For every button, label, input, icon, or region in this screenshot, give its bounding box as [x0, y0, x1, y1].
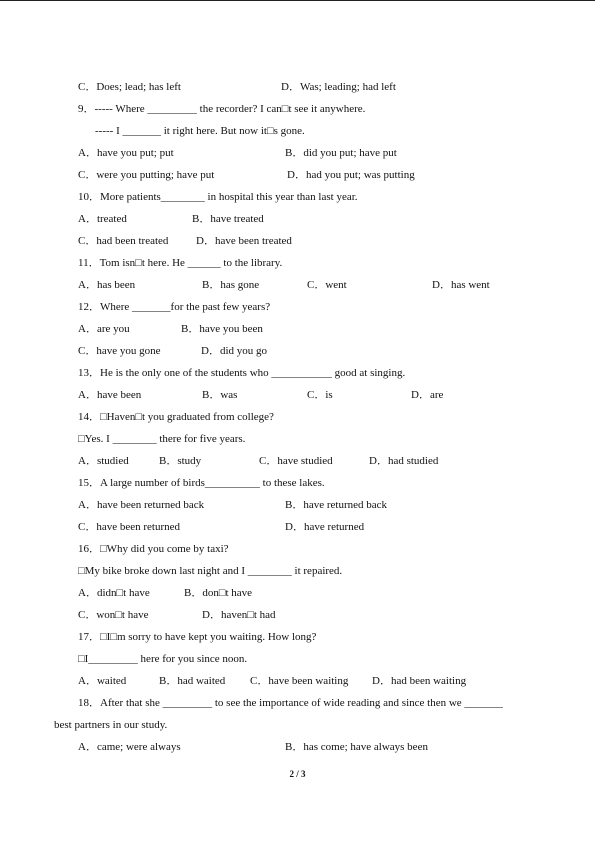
option-c: C．went — [307, 279, 347, 291]
option-b: B．did you put; have put — [285, 147, 397, 159]
option-c: C．have studied — [259, 455, 333, 467]
option-a: A．are you — [78, 323, 130, 335]
question-14: 14．□Haven□t you graduated from college? — [78, 411, 274, 423]
option-b: B．had waited — [159, 675, 226, 687]
option-d: D．have returned — [285, 521, 365, 533]
question-10: 10．More patients________ in hospital this year than last year. — [78, 191, 358, 203]
option-d: D．had studied — [369, 455, 439, 467]
question-14-reply: □Yes. I ________ there for five years. — [78, 433, 246, 445]
option-a: A．has been — [78, 279, 136, 291]
option-a: A．came; were always — [78, 741, 181, 753]
option-c: C．were you putting; have put — [78, 169, 215, 181]
option-d: D．have been treated — [196, 235, 292, 247]
option-d: D．are — [411, 389, 444, 401]
question-18-continuation: best partners in our study. — [54, 719, 168, 731]
option-d: D．has went — [432, 279, 490, 291]
option-d: D．did you go — [201, 345, 267, 357]
question-15: 15．A large number of birds__________ to these lakes. — [78, 477, 325, 489]
option-b: B．have treated — [192, 213, 264, 225]
question-9-reply: ----- I _______ it right here. But now it□s gone. — [95, 125, 305, 137]
option-a: A．have you put; put — [78, 147, 174, 159]
option-c: C．have been waiting — [250, 675, 349, 687]
option-a: A．waited — [78, 675, 127, 687]
option-c: C．had been treated — [78, 235, 169, 247]
option-b: B．has gone — [202, 279, 260, 291]
question-12: 12．Where _______for the past few years? — [78, 301, 271, 313]
option-b: B．has come; have always been — [285, 741, 428, 753]
question-17-reply: □I_________ here for you since noon. — [78, 653, 248, 665]
question-11: 11．Tom isn□t here. He ______ to the library. — [78, 257, 283, 269]
option-line: C．Does; lead; has left — [78, 81, 181, 93]
option-c: C．have been returned — [78, 521, 181, 533]
option-b: B．don□t have — [184, 587, 253, 599]
option-b: B．study — [159, 455, 202, 467]
option-b: B．was — [202, 389, 238, 401]
option-b: B．have returned back — [285, 499, 388, 511]
option-a: A．have been returned back — [78, 499, 205, 511]
question-9: 9．----- Where _________ the recorder? I can□t see it anywhere. — [78, 103, 366, 115]
question-16-reply: □My bike broke down last night and I ________ it repaired. — [78, 565, 343, 577]
option-c: C．is — [307, 389, 333, 401]
option-b: B．have you been — [181, 323, 263, 335]
question-18: 18．After that she _________ to see the importance of wide reading and since then we _______ — [78, 697, 503, 709]
question-13: 13．He is the only one of the students who ___________ good at singing. — [78, 367, 406, 379]
option-a: A．have been — [78, 389, 142, 401]
option-c: C．have you gone — [78, 345, 161, 357]
option-d: D．had you put; was putting — [287, 169, 415, 181]
question-17: 17．□I□m sorry to have kept you waiting. How long? — [78, 631, 317, 643]
header-rule — [0, 0, 595, 1]
option-a: A．studied — [78, 455, 129, 467]
option-c: C．won□t have — [78, 609, 149, 621]
option-d: D．Was; leading; had left — [281, 81, 396, 93]
option-d: D．had been waiting — [372, 675, 467, 687]
option-a: A．didn□t have — [78, 587, 150, 599]
question-16: 16．□Why did you come by taxi? — [78, 543, 229, 555]
page-number: 2 / 3 — [289, 769, 306, 779]
option-a: A．treated — [78, 213, 127, 225]
option-d: D．haven□t had — [202, 609, 276, 621]
